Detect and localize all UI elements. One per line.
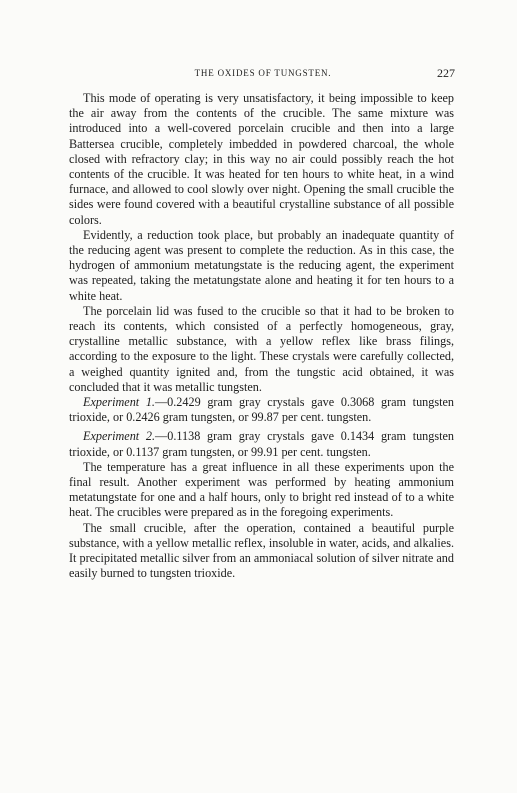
experiment-1-label: Experiment 1. bbox=[83, 395, 155, 410]
experiment-2-text: —0.1138 gram gray crystals gave 0.1434 gram tungsten trioxide, or 0.1137 gram tungsten, or 99.91 per cent. tungsten. bbox=[69, 429, 454, 459]
paragraph-experiment-2 bbox=[69, 429, 454, 459]
paragraph-porcelain-lid: The porcelain lid was fused to the crucible so that it had to be broken to reach its contents, which consisted of a perfectly homogeneous, gray, crystalline metallic substance, with a yellow reflex like brass filings, according to the exposure to the light. These crystals were carefully collected, a weighed quantity ignited and, from the tungstic acid obtained, it was concluded that it was metallic tungsten. bbox=[69, 303, 454, 394]
paragraph-purple-substance: The small crucible, after the operation, contained a beautiful purple substance, with a yellow metallic reflex, insoluble in water, acids, and alkalies. It precipitated metallic silver from an ammoniacal solution of silver nitrate and easily burned to tungsten trioxide. bbox=[69, 520, 454, 581]
experiment-1-text: —0.2429 gram gray crystals gave 0.3068 gram tungsten trioxide, or 0.2426 gram tungsten, or 99.87 per cent. tungsten. bbox=[69, 395, 454, 425]
page-header bbox=[71, 68, 455, 82]
paragraph-reduction: Evidently, a reduction took place, but probably an inadequate quantity of the reducing agent was present to complete the reduction. As in this case, the hydrogen of ammonium metatungstate is the reducing agent, the experiment was repeated, taking the metatungstate alone and heating it for ten hours to a white heat. bbox=[69, 227, 454, 303]
paragraph-crucible-method: This mode of operating is very unsatisfactory, it being impossible to keep the air away from the contents of the crucible. The same mixture was introduced into a well-covered porcelain crucible and then into a large Battersea crucible, completely imbedded in powdered charcoal, the whole closed with refractory clay; in this way no air could possibly reach the hot contents of the crucible. It was heated for ten hours to white heat, in a wind furnace, and allowed to cool slowly over night. Opening the small crucible the sides were found covered with a beautiful crystalline substance of all possible colors. bbox=[69, 91, 454, 227]
experiment-2-label: Experiment 2. bbox=[83, 429, 156, 444]
page-body bbox=[69, 91, 454, 582]
paragraph-temperature: The temperature has a great influence in all these experiments upon the final result. Another experiment was performed by heating ammonium metatungstate for one and a half hours, only to bright red instead of to a white heat. The crucibles were prepared as in the foregoing experiments. bbox=[69, 459, 454, 520]
paragraph-experiment-1 bbox=[69, 395, 454, 425]
page-number: 227 bbox=[437, 66, 455, 80]
running-title: THE OXIDES OF TUNGSTEN. bbox=[194, 68, 332, 78]
